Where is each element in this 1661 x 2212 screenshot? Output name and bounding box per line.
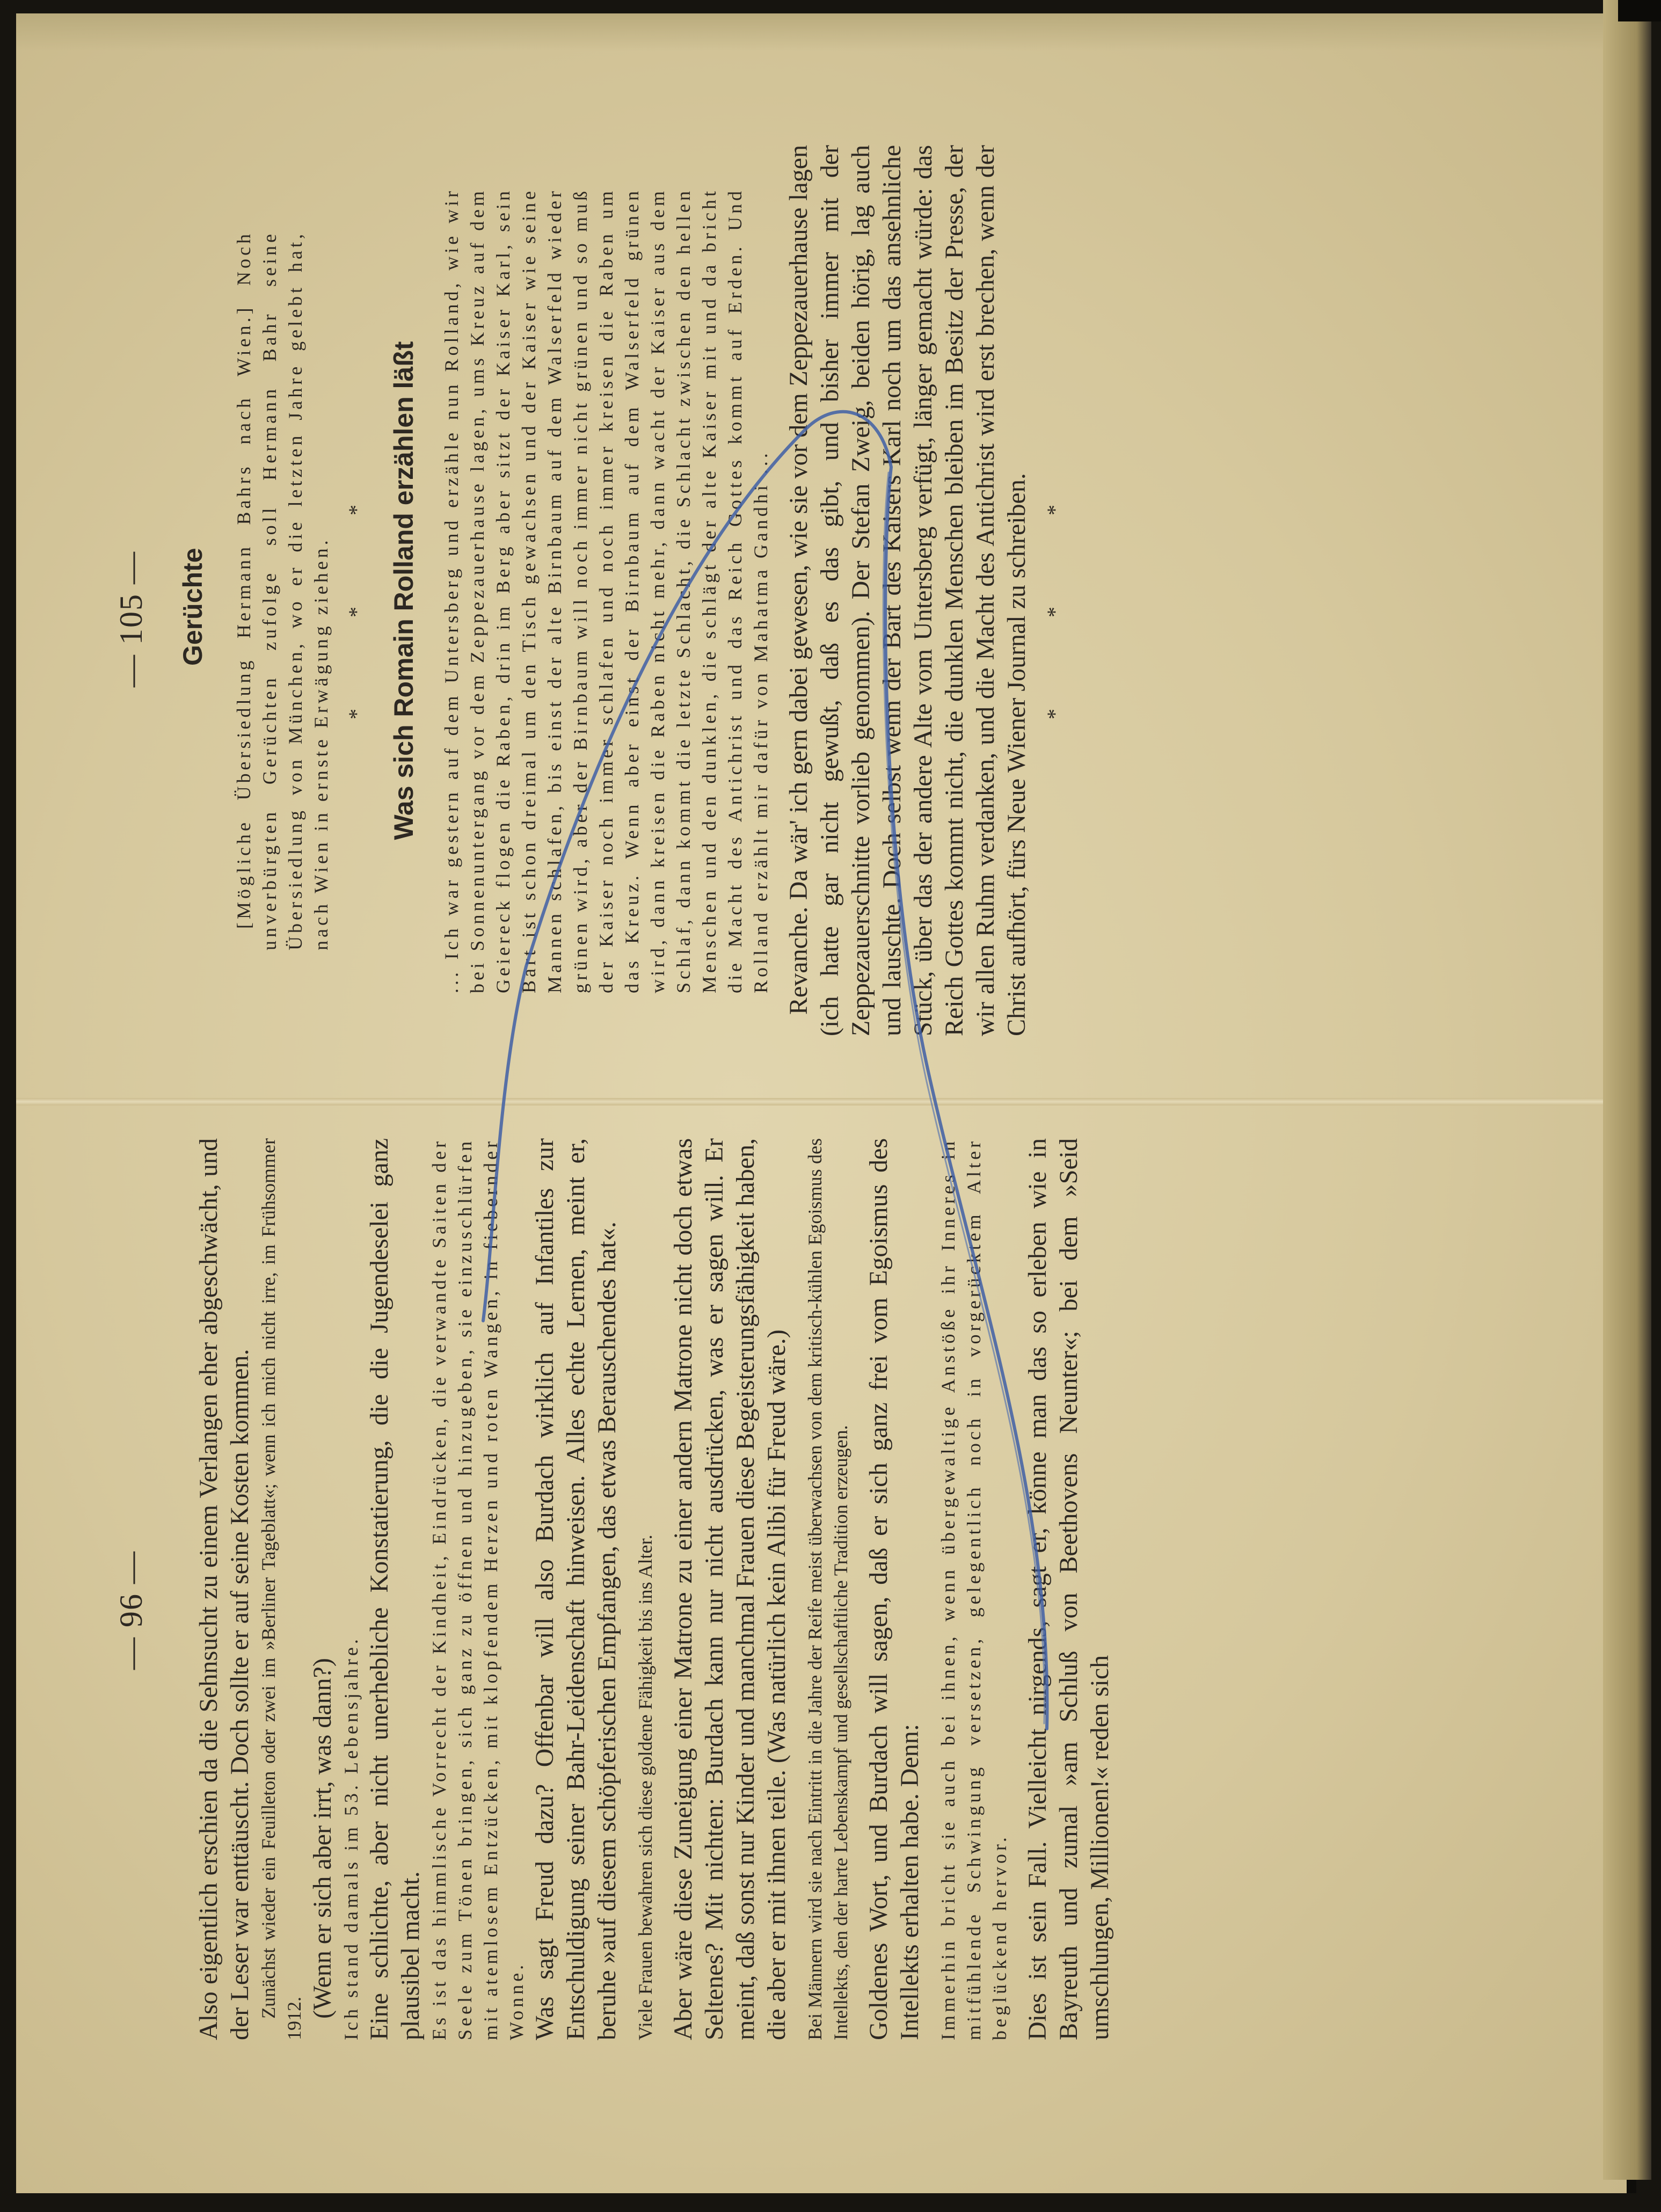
section-title: Gerüchte (178, 548, 208, 666)
paragraph: Aber wäre diese Zuneigung einer Matrone zu einer andern Matrone nicht doch etwas Seltenes? Mit nichten: Burdach kann nur nicht ausdrücken, was er sagen will. Er meint, daß sonst nur Kinder und manchmal Frauen diese Begeisterungsfähigkeit haben, die aber er mit ihnen teile. (Was natürlich kein Alibi für Freud wäre.) (669, 1138, 791, 2040)
paragraph: Also eigentlich erschien da die Sehnsucht zu einem Verlangen eher abgeschwächt, und der Leser war enttäuscht. Doch sollte er auf seine Kosten kommen. (194, 1138, 254, 2040)
quote: Es ist das himmlische Vorrecht der Kindheit, Eindrücken, die verwandte Saiten der Seele zum Tönen bringen, sich ganz zu öffnen und hinzugeben, sie einzuschlürfen mit atemlosem Entzücken, mit klopfendem Herzen und roten Wangen, in fiebernder Wonne. (428, 1138, 527, 2040)
paragraph: Was sagt Freud dazu? Offenbar will also Burdach wirklich auf Infantiles zur Entschuldigung seiner Bahr-Leidenschaft hinweisen. Alles echte Lernen, meint er, beruhe »auf diesem schöpferischen Empfangen, das etwas Berauschendes hat«. (530, 1138, 621, 2040)
quote: ... Ich war gestern auf dem Untersberg und erzähle nun Rolland, wie wir bei Sonnenuntergang vor dem Zeppezauerhause lagen, ums Kreuz auf dem Geiereck flogen die Raben, drin im Berg aber sitzt der Kaiser Karl, sein Bart ist schon dreimal um den Tisch gewachsen und der Kaiser wie seine Mannen schlafen, bis einst der alte Birnbaum auf dem Walserfeld wieder grünen wird, aber der Birnbaum will noch immer nicht grünen und so muß der Kaiser noch immer schlafen und noch immer kreisen die Raben um das Kreuz. Wenn aber einst der Birnbaum auf dem Walserfeld grünen wird, dann kreisen die Raben nicht mehr, dann wacht der Kaiser aus dem Schlaf, dann kommt die letzte Schlacht, die Schlacht zwischen den hellen Menschen und den dunklen, die schlägt der alte Kaiser mit und da bricht die Macht des Antichrist und das Reich Gottes kommt auf Erden. Und Rolland erzählt mir dafür von Mahatma Gandhi ... (441, 188, 771, 993)
paragraph: Zunächst wieder ein Feuilleton oder zwei im »Berliner Tageblatt«; wenn ich mich nicht irre, im Frühsommer 1912. (258, 1138, 305, 2040)
page-number: — 96 — (113, 1551, 149, 1670)
paragraph: Goldenes Wort, und Burdach will sagen, daß er sich ganz frei vom Egoismus des Intellekts erhalten habe. Denn: (864, 1138, 924, 2040)
section-title: Was sich Romain Rolland erzählen läßt (389, 341, 419, 840)
paragraph: Dies ist sein Fall. Vielleicht nirgends, sagt er, könne man das so erleben wie in Bayreuth und zumal »am Schluß von Beethovens Neunter«; bei dem »Seid umschlungen, Millionen!« reden sich (1023, 1138, 1114, 2040)
quote: Bei Männern wird sie nach Eintritt in die Jahre der Reife meist überwachsen von dem kritisch-kühlen Egoismus des Intellekts, den der harte Lebenskampf und gesellschaftliche Tradition erzeugen. (804, 1138, 851, 2040)
paragraph: Revanche. Da wär' ich gern dabei gewesen, wie sie vor dem Zeppezauerhause lagen (ich hatte gar nicht gewußt, daß es das gibt, und bisher immer mit der Zeppezauerschnitte vorlieb genommen). Der Stefan Zweig, beiden hörig, lag auch und lauschte. Doch selbst wenn der Bart des Kaisers Karl noch um das ansehnliche Stück, über das der andere Alte vom Untersberg verfügt, länger gemacht würde: das Reich Gottes kommt nicht, die dunklen Menschen bleiben im Besitz der Presse, der wir allen Ruhm verdanken, und die Macht des Antichrist wird erst brechen, wenn der Christ aufhört, fürs Neue Wiener Journal zu schreiben. (784, 145, 1031, 1036)
quote: Immerhin bricht sie auch bei ihnen, wenn übergewaltige Anstöße ihr Inneres in mitfühlende Schwingung versetzen, gelegentlich noch in vorgerücktem Alter beglückend hervor. (937, 1138, 1010, 2040)
notice: [Mögliche Übersiedlung Hermann Bahrs nach Wien.] Noch unverbürgten Gerüchten zufolge soll Hermann Bahr seine Übersiedlung von München, wo er die letzten Jahre gelebt hat, nach Wien in ernste Erwägung ziehen. (233, 231, 332, 950)
quote: Viele Frauen bewahren sich diese goldene Fähigkeit bis ins Alter. (635, 1534, 656, 2040)
paragraph: Eine schlichte, aber nicht unerhebliche Konstatierung, die die Jugendeselei ganz plausibel macht. (365, 1138, 425, 2040)
page-number: — 105 — (113, 551, 149, 687)
section-divider: * * * (1043, 462, 1067, 719)
paragraph: Ich stand damals im 53. Lebensjahre. (340, 1636, 362, 2040)
paragraph: (Wenn er sich aber irrt, was dann?) (308, 1658, 337, 2019)
section-divider: * * * (344, 462, 368, 719)
